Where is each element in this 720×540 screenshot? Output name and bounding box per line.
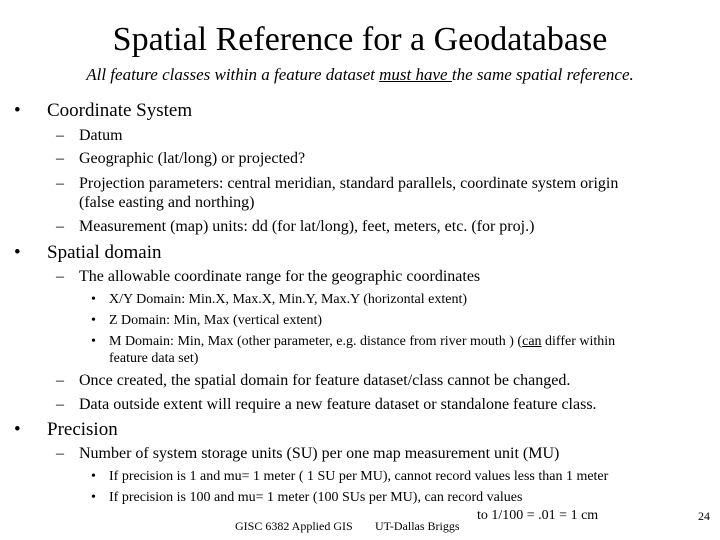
sub-bullet-text: Measurement (map) units: dd (for lat/long), feet, meters, etc. (for proj.) (79, 218, 535, 235)
dash-marker: – (56, 127, 64, 144)
sub-bullet-text: Projection parameters: central meridian, standard parallels, coordinate system origin (79, 175, 619, 192)
sub-bullet-text: Datum (79, 127, 123, 144)
dash-marker: – (56, 372, 64, 389)
slide-title: Spatial Reference for a Geodatabase (112, 21, 608, 58)
bullet-label: Spatial domain (47, 242, 162, 263)
dash-marker: – (56, 268, 64, 285)
m-domain-text-before: M Domain: Min, Max (other parameter, e.g. distance from river mouth ) ( (109, 334, 523, 349)
subtitle-underlined-text: must have (379, 65, 452, 84)
dash-marker: – (56, 218, 64, 235)
footer-course: GISC 6382 Applied GIS (235, 519, 353, 533)
sub-bullet-text: Data outside extent will require a new feature dataset or standalone feature class. (79, 396, 597, 413)
sub-sub-bullet-text: Z Domain: Min, Max (vertical extent) (109, 313, 323, 328)
sub-sub-bullet-text (109, 333, 615, 350)
bullet-marker: • (14, 419, 21, 440)
dash-marker: – (56, 175, 64, 192)
sub-bullet-text: (false easting and northing) (79, 194, 255, 211)
bullet-marker: • (14, 100, 21, 121)
footer-organization: UT-Dallas Briggs (375, 519, 460, 533)
bullet-marker: • (91, 313, 96, 328)
page-number: 24 (698, 509, 710, 523)
bullet-marker: • (91, 469, 96, 484)
dash-marker: – (56, 396, 64, 413)
bullet-marker: • (91, 490, 96, 505)
dash-marker: – (56, 445, 64, 462)
sub-bullet-text: Once created, the spatial domain for feature dataset/class cannot be changed. (79, 372, 571, 389)
subtitle-text-after: the same spatial reference. (451, 65, 634, 84)
bullet-marker: • (14, 242, 21, 263)
sub-bullet-text: Number of system storage units (SU) per one map measurement unit (MU) (79, 445, 560, 462)
sub-sub-bullet-text: feature data set) (109, 351, 199, 366)
bullet-marker: • (91, 334, 96, 349)
sub-sub-bullet-text: If precision is 1 and mu= 1 meter ( 1 SU per MU), cannot record values less than 1 meter (109, 469, 609, 484)
dash-marker: – (56, 150, 64, 167)
bullet-marker: • (91, 292, 96, 307)
subtitle-text-before: All feature classes within a feature dataset (86, 65, 380, 84)
sub-sub-bullet-text: to 1/100 = .01 = 1 cm (477, 508, 599, 523)
sub-bullet-text: The allowable coordinate range for the geographic coordinates (79, 268, 481, 285)
bullet-label: Coordinate System (47, 100, 193, 121)
slide-subtitle (0, 65, 720, 85)
sub-sub-bullet-text: If precision is 100 and mu= 1 meter (100 SUs per MU), can record values (109, 490, 523, 505)
m-domain-text-after: differ within (541, 334, 616, 349)
m-domain-underlined-text: can (522, 334, 542, 349)
bullet-label: Precision (47, 419, 118, 440)
sub-bullet-text: Geographic (lat/long) or projected? (79, 150, 306, 167)
sub-sub-bullet-text: X/Y Domain: Min.X, Max.X, Min.Y, Max.Y (horizontal extent) (109, 292, 467, 307)
